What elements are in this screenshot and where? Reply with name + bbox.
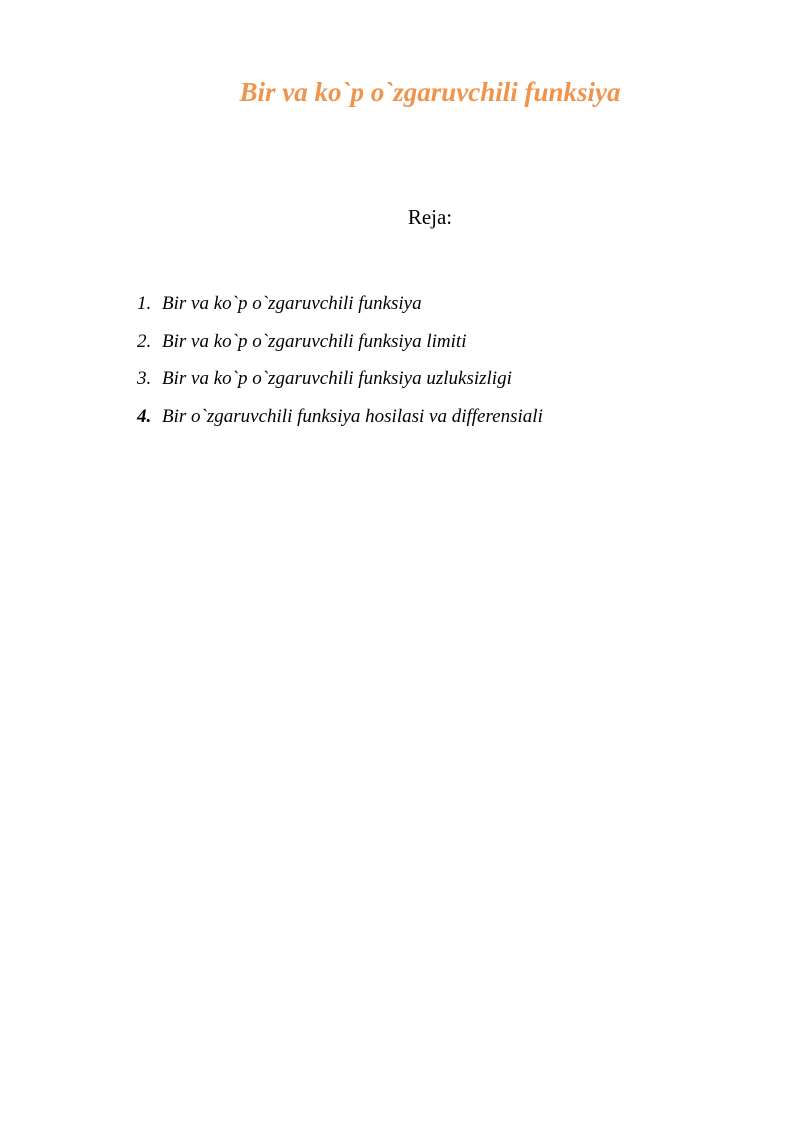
plan-item [137,365,543,403]
document-title: Bir va ko`p o`zgaruvchili funksiya [239,77,621,107]
plan-item [137,403,543,441]
plan-item-text: Bir va ko`p o`zgaruvchili funksiya uzluksizligi [162,368,512,389]
plan-item [137,328,543,366]
plan-item-text: Bir va ko`p o`zgaruvchili funksiya [162,293,422,314]
plan-item-number: 2. [137,330,152,352]
plan-item-number: 4. [137,405,152,427]
plan-list [137,290,543,440]
plan-item [137,290,543,328]
plan-item-text: Bir va ko`p o`zgaruvchili funksiya limiti [162,330,467,352]
plan-item-number: 3. [137,368,152,389]
plan-item-text: Bir o`zgaruvchili funksiya hosilasi va differensiali [162,405,543,427]
plan-item-number: 1. [137,293,152,314]
plan-heading: Reja: [407,205,453,229]
